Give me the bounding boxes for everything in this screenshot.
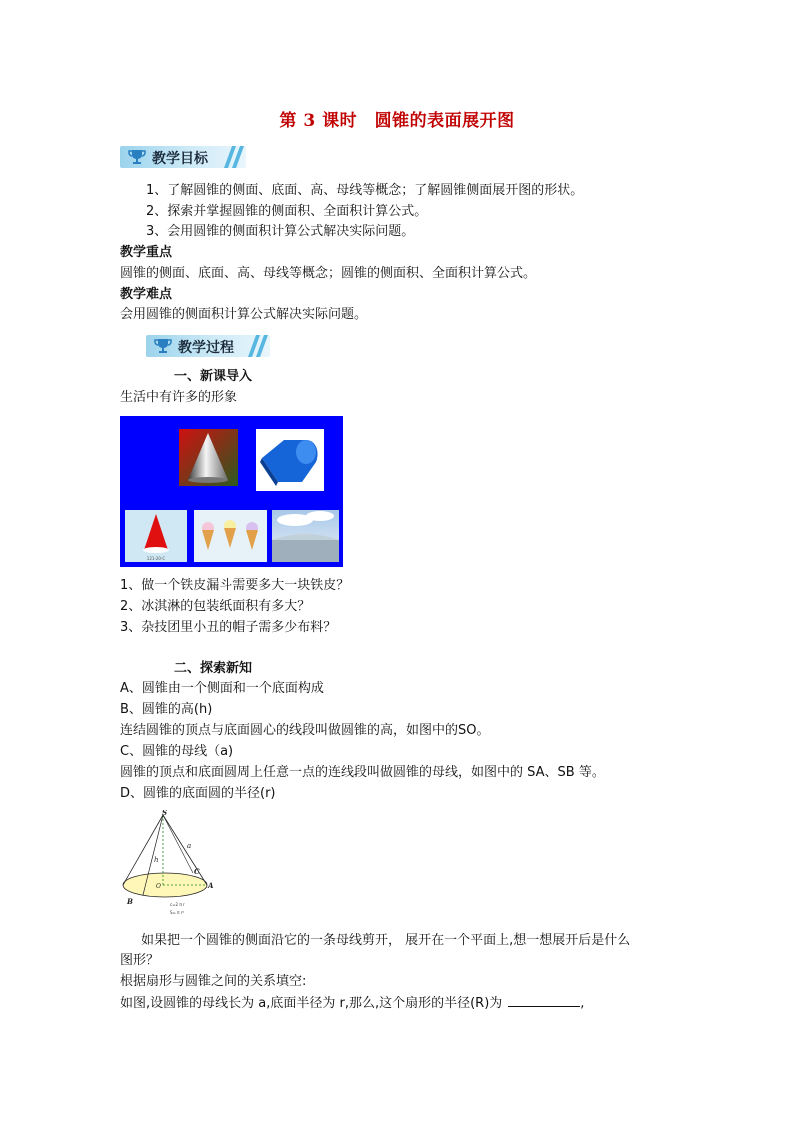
section1-intro: 生活中有许多的形象 [120,390,238,405]
building-photo [272,510,339,562]
objective-item: 3、会用圆锥的侧面积计算公式解决实际问题。 [146,224,415,239]
question-item: 1、做一个铁皮漏斗需要多大一块铁皮？ [120,578,350,593]
trophy-icon [154,338,172,354]
difficulties-heading: 教学难点 [120,287,173,302]
fill-prompt: 根据扇形与圆锥之间的关系填空: [120,974,307,989]
blue-solid-photo [256,429,324,491]
ice-cream-photo [194,510,267,562]
paragraph-line: 图形？ [120,953,160,968]
question-item: 2、冰淇淋的包装纸面积有多大？ [120,599,311,614]
question-item: 3、杂技团里小丑的帽子需多少布料？ [120,620,337,635]
examples-image-panel [120,416,343,567]
cone-diagram [115,810,215,922]
key-points-heading: 教学重点 [120,245,173,260]
label-O: O [156,883,161,890]
difficulties-text: 会用圆锥的侧面积计算公式解决实际问题。 [120,307,368,322]
key-points-text: 圆锥的侧面、底面、高、母线等概念；圆锥的侧面积、全面积计算公式。 [120,266,537,281]
section2-line: 连结圆锥的顶点与底面圆心的线段叫做圆锥的高，如图中的SO。 [120,723,490,738]
fill-question-text: 如图,设圆锥的母线长为 a,底面半径为 r,那么,这个扇形的半径(R)为 [120,996,503,1011]
label-C: C [194,867,200,876]
section2-line: A、圆锥由一个侧面和一个底面构成 [120,681,324,696]
label-a: a [187,842,192,850]
section2-line: C、圆锥的母线（a) [120,744,234,759]
objective-item: 2、探索并掌握圆锥的侧面积、全面积计算公式。 [146,204,428,219]
section1-heading: 一、新课导入 [174,369,253,384]
section2-line: D、圆锥的底面圆的半径(r) [120,786,276,801]
section2-heading: 二、探索新知 [174,661,253,676]
formula-area: S= π r² [170,910,185,915]
page-title: 第 3 课时 圆锥的表面展开图 [279,111,515,131]
photo-caption: 121-20-C [146,556,166,561]
fill-question [120,994,584,1013]
label-S: S [162,810,168,817]
metal-cone-photo [179,429,238,486]
objective-item: 1、了解圆锥的侧面、底面、高、母线等概念；了解圆锥侧面展开图的形状。 [146,183,584,198]
section2-line: B、圆锥的高(h) [120,702,213,717]
label-A: A [208,881,214,890]
formula-circumference: c=2 π r [170,902,185,907]
section2-line: 圆锥的顶点和底面圆周上任意一点的连线段叫做圆锥的母线，如图中的 SA、SB 等。 [120,765,605,780]
process-banner [146,335,270,357]
examples-illustration [120,416,343,567]
clown-hat-photo [125,510,187,562]
label-B: B [127,897,133,906]
fill-end: , [580,996,585,1011]
label-h: h [154,856,159,864]
banner-label: 教学过程 [178,340,234,356]
trophy-icon [128,149,146,165]
paragraph-line: 如果把一个圆锥的侧面沿它的一条母线剪开， 展开在一个平面上,想一想展开后是什么 [141,933,631,948]
fill-blank[interactable] [508,994,580,1007]
banner-label: 教学目标 [152,151,208,167]
objectives-banner [120,146,246,168]
